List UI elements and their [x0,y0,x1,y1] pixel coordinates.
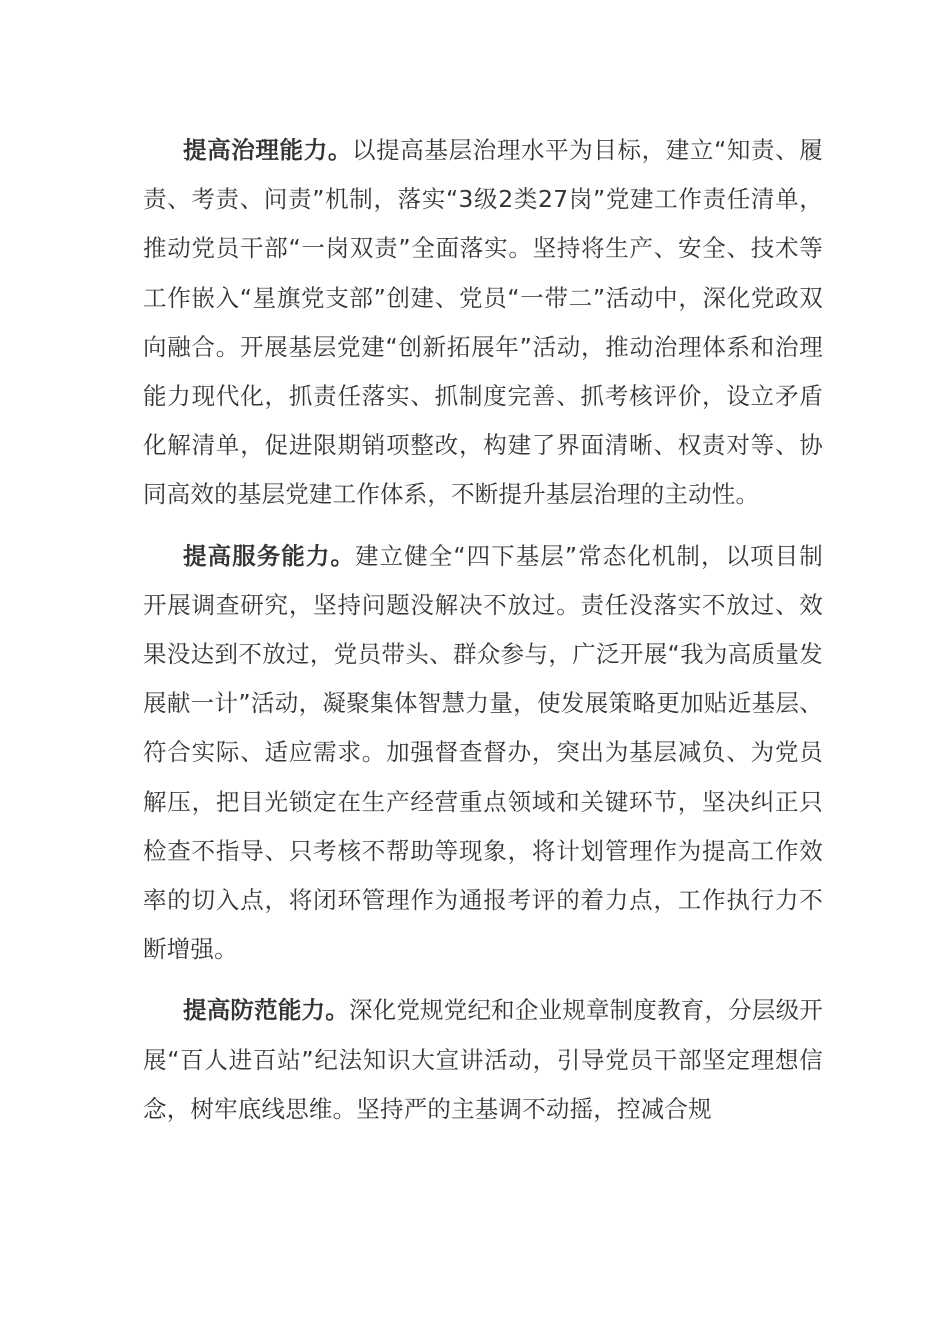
paragraph-text: 以提高基层治理水平为目标，建立“知责、履责、考责、问责”机制，落实“3级2类27岗”党建工作责任清单，推动党员干部“一岗双责”全面落实。坚持将生产、安全、技术等工作嵌入“星旗党支部”创建、党员“一带二”活动中，深化党政双向融合。开展基层党建“创新拓展年”活动，推动治理体系和治理能力现代化，抓责任落实、抓制度完善、抓考核评价，设立矛盾化解清单，促进限期销项整改，构建了界面清晰、权责对等、协同高效的基层党建工作体系，不断提升基层治理的主动性。 [143,136,823,509]
paragraph-service [143,532,823,975]
paragraph-lead: 提高治理能力。 [183,136,352,164]
paragraph-text: 深化党规党纪和企业规章制度教育，分层级开展“百人进百站”纪法知识大宣讲活动，引导党员干部坚定理想信念，树牢底线思维。坚持严的主基调不动摇，控减合规 [143,996,824,1123]
paragraph-prevention [143,986,823,1134]
paragraph-governance [143,126,823,520]
document-body [143,126,823,1146]
paragraph-text: 建立健全“四下基层”常态化机制，以项目制开展调查研究，坚持问题没解决不放过。责任没落实不放过、效果没达到不放过，党员带头、群众参与，广泛开展“我为高质量发展献一计”活动，凝聚集体智慧力量，使发展策略更加贴近基层、符合实际、适应需求。加强督查督办，突出为基层减负、为党员解压，把目光锁定在生产经营重点领域和关键环节，坚决纠正只检查不指导、只考核不帮助等现象，将计划管理作为提高工作效率的切入点，将闭环管理作为通报考评的着力点，工作执行力不断增强。 [143,541,823,964]
paragraph-lead: 提高服务能力。 [183,541,356,570]
paragraph-lead: 提高防范能力。 [183,996,349,1025]
